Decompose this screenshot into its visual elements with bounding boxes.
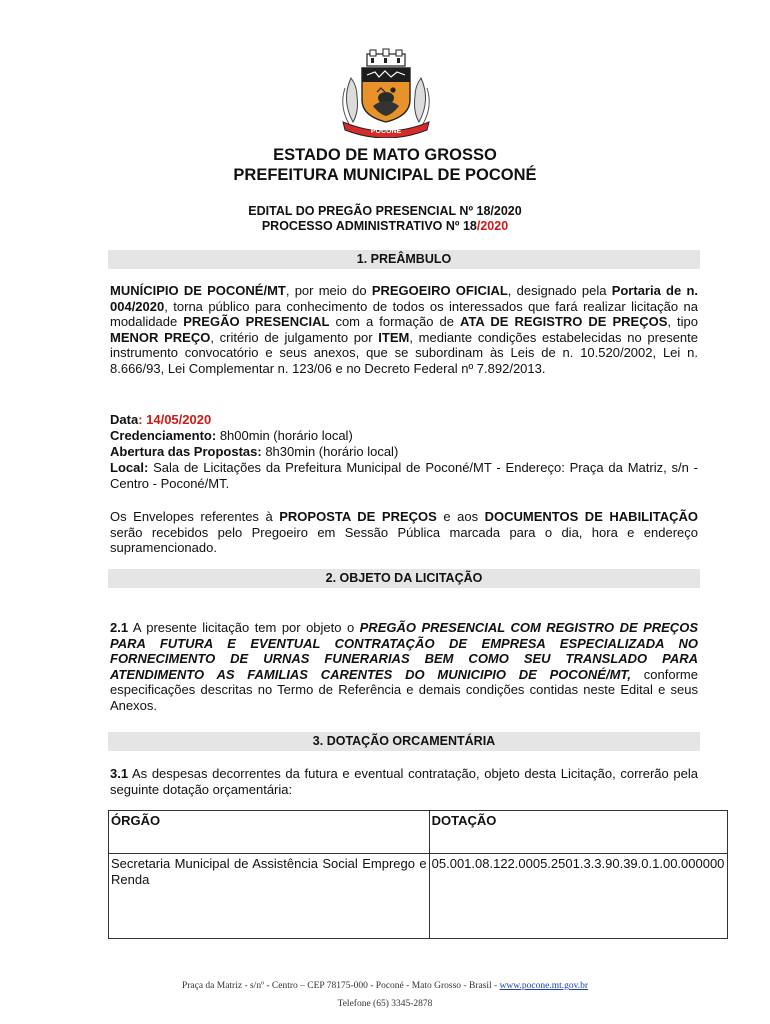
header-orgao: ÓRGÃO bbox=[109, 811, 430, 854]
local-value: Sala de Licitações da Prefeitura Municipal de Poconé/MT - Endereço: Praça da Matriz, s/n - Centro - Poconé/MT. bbox=[110, 460, 698, 491]
preambulo-pregoeiro: PREGOEIRO OFICIAL bbox=[371, 283, 508, 298]
section-preambulo-title: 1. PREÂMBULO bbox=[108, 250, 700, 269]
preambulo-text-4: com a formação de bbox=[329, 314, 461, 330]
info-credenciamento bbox=[110, 428, 698, 444]
abertura-value: 8h30min (horário local) bbox=[261, 444, 399, 459]
footer-address-text: Praça da Matriz - s/nº - Centro – CEP 78175-000 - Poconé - Mato Grosso - Brasil - bbox=[181, 981, 500, 991]
cell-orgao: Secretaria Municipal de Assistência Social Emprego e Renda bbox=[109, 854, 430, 939]
processo-number bbox=[0, 219, 770, 233]
edital-number: EDITAL DO PREGÃO PRESENCIAL Nº 18/2020 bbox=[248, 204, 522, 218]
dotacao-number: 3.1 bbox=[110, 766, 129, 781]
envelopes-text-1: Os Envelopes referentes à bbox=[110, 509, 280, 524]
info-abertura bbox=[110, 444, 698, 460]
objeto-text-1: A presente licitação tem por objeto o bbox=[128, 620, 360, 635]
dotacao-table bbox=[108, 810, 728, 939]
objeto-paragraph bbox=[110, 620, 698, 714]
municipal-crest-logo bbox=[335, 48, 437, 138]
credenciamento-value: 8h00min (horário local) bbox=[216, 428, 353, 443]
abertura-label: Abertura das Propostas: bbox=[110, 444, 262, 459]
processo-year: 2020 bbox=[480, 219, 509, 233]
footer-website-link[interactable]: www.pocone.mt.gov.br bbox=[499, 981, 589, 991]
preambulo-text-5: , tipo bbox=[667, 314, 698, 330]
section-objeto-title: 2. OBJETO DA LICITAÇÃO bbox=[108, 569, 700, 588]
footer-phone: Telefone (65) 3345-2878 bbox=[337, 999, 433, 1009]
info-local bbox=[110, 460, 698, 491]
data-value: : 14/05/2020 bbox=[138, 412, 212, 427]
preambulo-item: ITEM bbox=[378, 329, 410, 345]
data-label: Data bbox=[110, 412, 139, 427]
crest-ribbon-text: POCONÉ bbox=[370, 128, 402, 135]
envelopes-text-3: serão recebidos pelo Pregoeiro em Sessão Pública marcada para o dia, hora e endereço supramencionado. bbox=[110, 524, 698, 556]
municipality-heading: PREFEITURA MUNICIPAL DE POCONÉ bbox=[233, 166, 537, 184]
dotacao-paragraph bbox=[110, 766, 698, 797]
preambulo-text-7: , mediante condições estabelecidas no presente instrumento convocatório e seus anexos, que se subordinam às Leis de n. 10.520/2002, Lei n. 8.666/93, Lei Complementar n. 123/06 e no Decreto Federal nº 7.892/2013. bbox=[110, 329, 698, 376]
envelopes-paragraph bbox=[110, 509, 698, 556]
table-row bbox=[109, 854, 728, 939]
section-dotacao-title: 3. DOTAÇÃO ORCAMENTÁRIA bbox=[108, 732, 700, 751]
footer-address bbox=[0, 981, 770, 991]
info-data bbox=[110, 412, 698, 428]
processo-separator: / bbox=[476, 219, 481, 233]
preambulo-text-3: , torna público para conhecimento de todos os interessados que fará realizar licitação na modalidade bbox=[110, 298, 698, 330]
preambulo-text-1: , por meio do bbox=[285, 283, 372, 298]
preambulo-text-2: , designado pela bbox=[507, 283, 612, 298]
preambulo-tipo: MENOR PREÇO bbox=[110, 329, 211, 345]
processo-prefix: PROCESSO ADMINISTRATIVO Nº 18 bbox=[261, 219, 477, 233]
state-heading: ESTADO DE MATO GROSSO bbox=[273, 146, 497, 164]
preambulo-portaria: Portaria de n. 004/2020 bbox=[110, 283, 699, 314]
objeto-number: 2.1 bbox=[110, 620, 129, 635]
credenciamento-label: Credenciamento: bbox=[110, 428, 217, 443]
preambulo-ata: ATA DE REGISTRO DE PREÇOS bbox=[460, 314, 668, 330]
envelopes-text-2: e aos bbox=[436, 509, 485, 524]
preambulo-modalidade: PREGÃO PRESENCIAL bbox=[183, 314, 330, 330]
preambulo-municipio: MUNÍCIPIO DE POCONÉ/MT bbox=[110, 283, 286, 298]
table-header-row bbox=[109, 811, 728, 854]
objeto-description: PREGÃO PRESENCIAL COM REGISTRO DE PREÇOS PARA FUTURA E EVENTUAL CONTRATAÇÃO DE EMPRESA ESPECIALIZADA NO FORNECIMENTO DE URNAS FUNERARIAS BEM COMO SEU TRANSLADO PARA ATENDIMENTO AS FAMILIAS CARENTES DO MUNICIPIO DE POCONÉ/MT, bbox=[110, 620, 698, 682]
preambulo-paragraph bbox=[110, 283, 698, 377]
header-dotacao: DOTAÇÃO bbox=[429, 811, 727, 854]
objeto-text-2: conforme especificações descritas no Termo de Referência e demais condições contidas neste Edital e seus Anexos. bbox=[110, 666, 698, 713]
dotacao-text: As despesas decorrentes da futura e eventual contratação, objeto desta Licitação, correrão pela seguinte dotação orçamentária: bbox=[110, 766, 698, 797]
cell-dotacao: 05.001.08.122.0005.2501.3.3.90.39.0.1.00.000000 bbox=[429, 854, 727, 939]
envelopes-proposta: PROPOSTA DE PREÇOS bbox=[279, 509, 437, 524]
local-label: Local: bbox=[110, 460, 149, 475]
envelopes-documentos: DOCUMENTOS DE HABILITAÇÃO bbox=[484, 509, 698, 524]
preambulo-text-6: , critério de julgamento por bbox=[210, 329, 379, 345]
